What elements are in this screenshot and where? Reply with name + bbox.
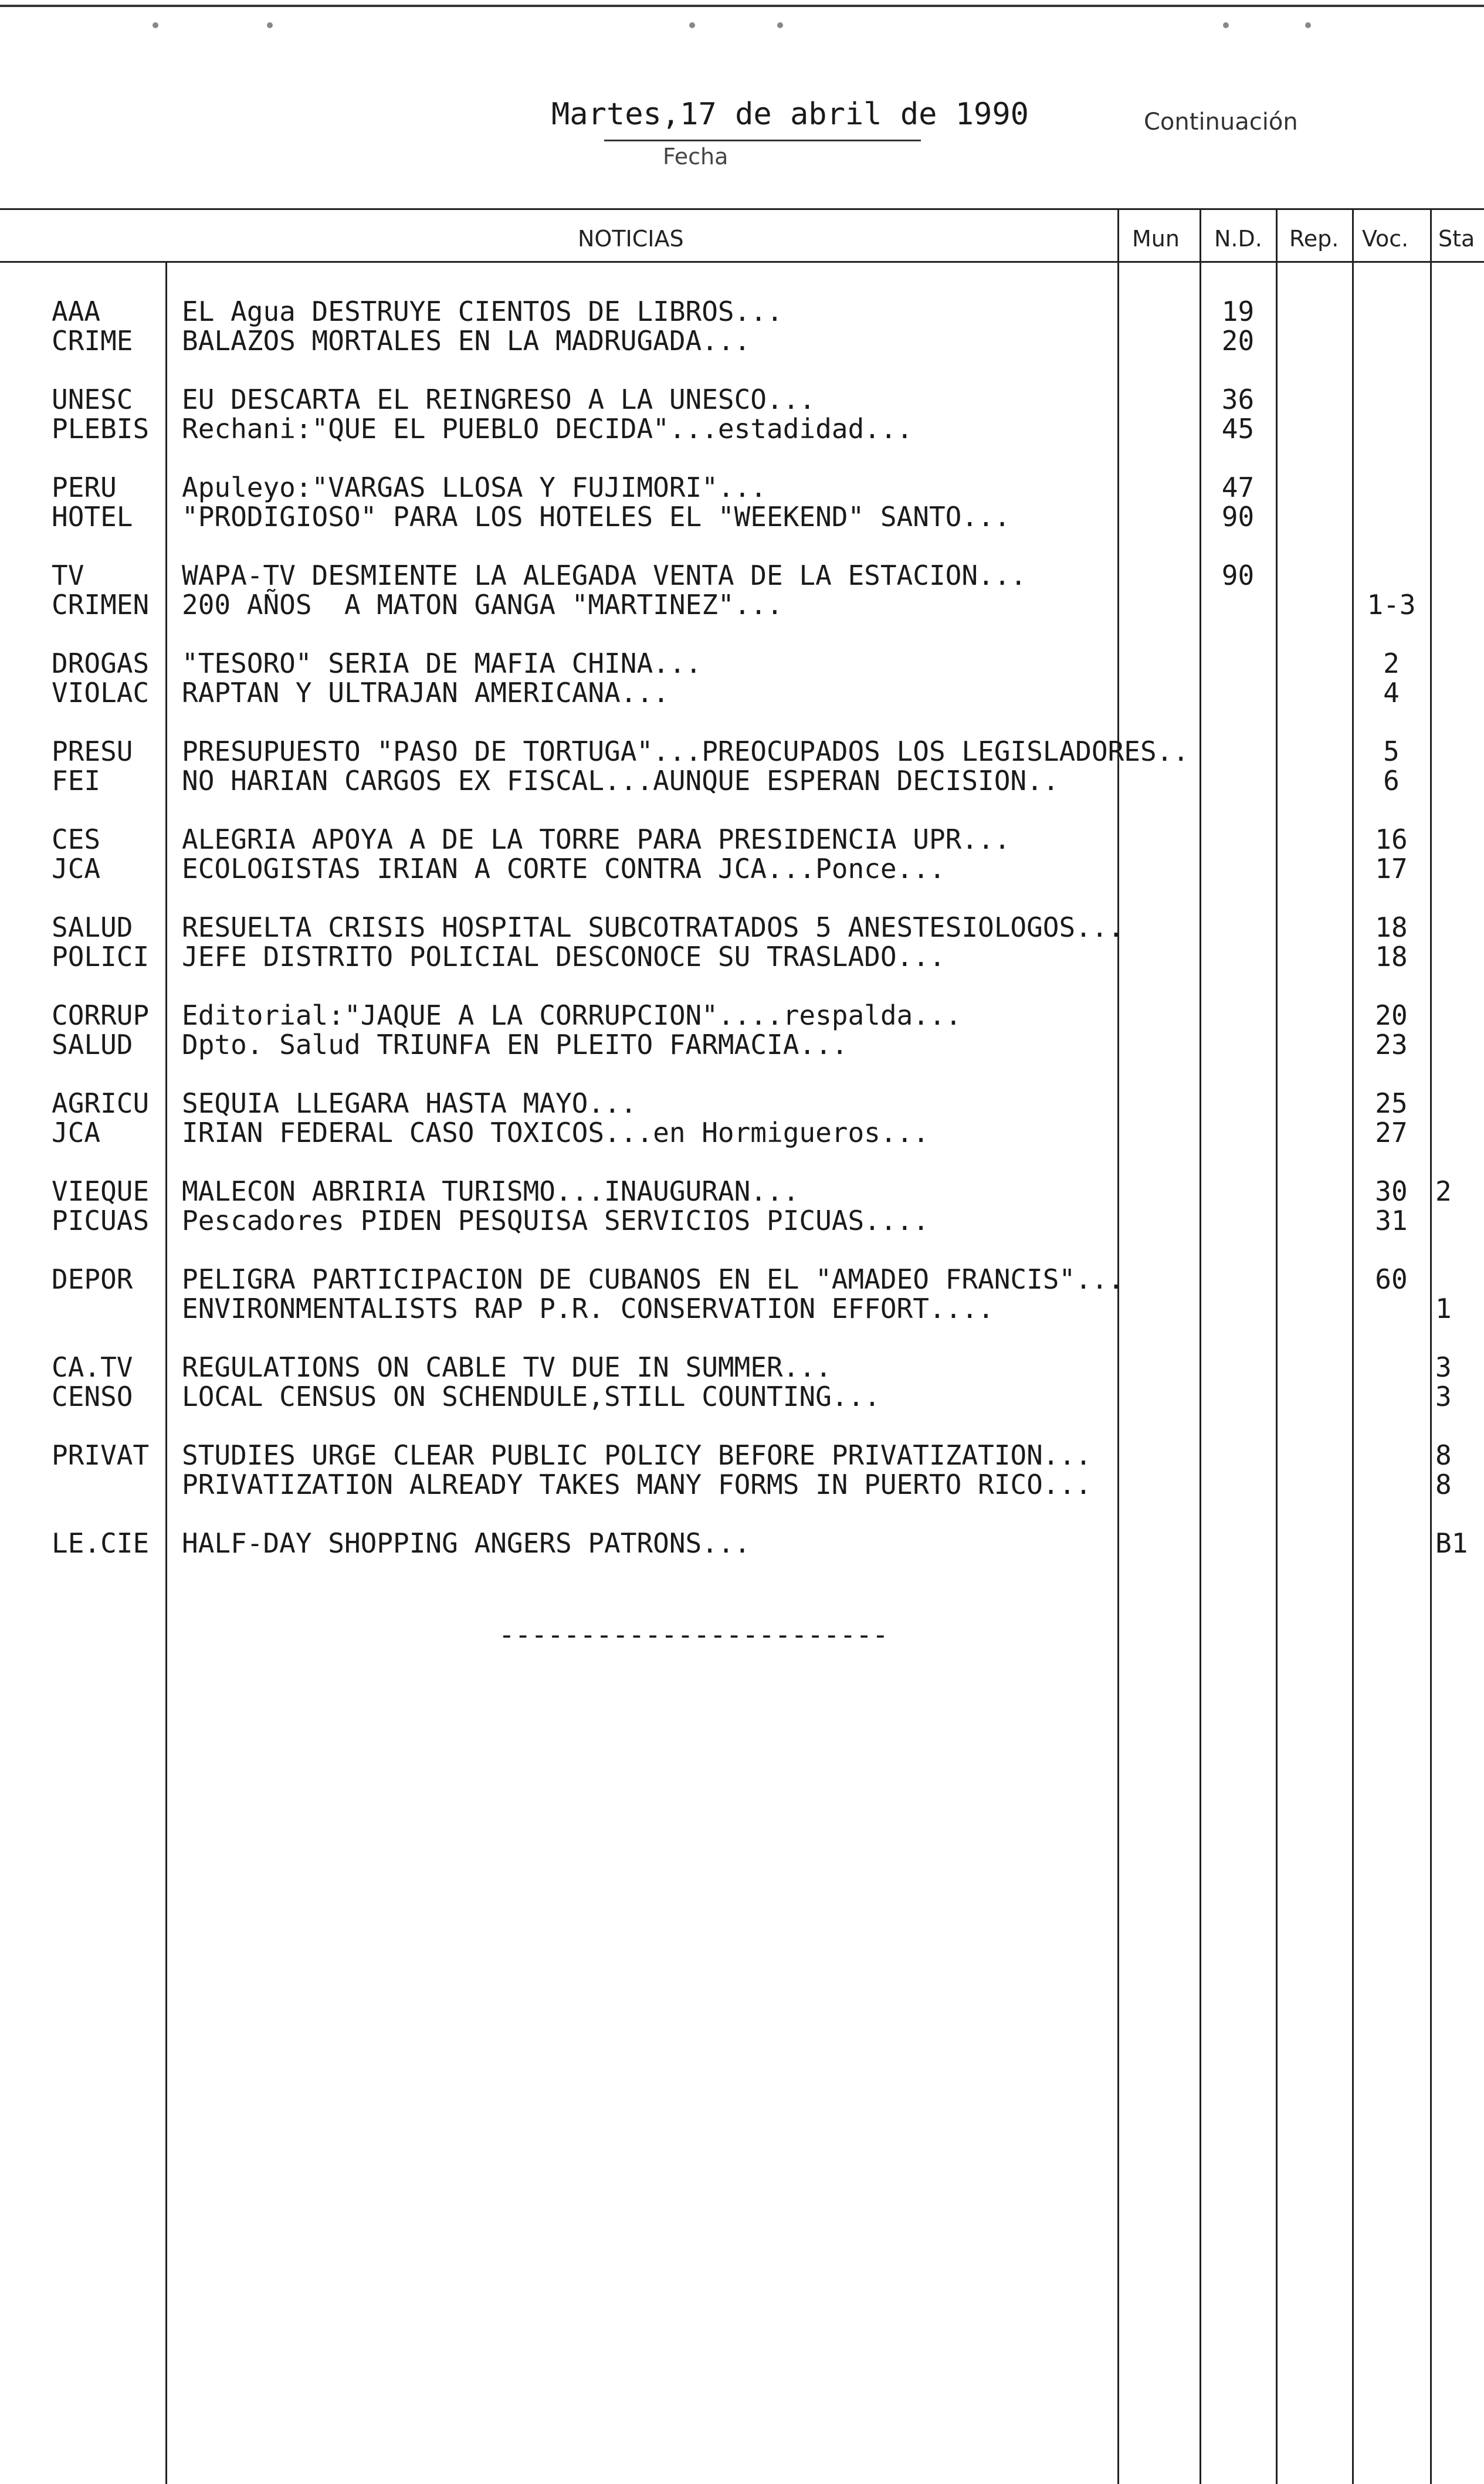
news-section-tag: UNESC [52, 384, 133, 415]
news-section-tag: PERU [52, 472, 117, 503]
nd-page-number: 47 [1221, 472, 1255, 503]
date-label: Fecha [663, 144, 729, 170]
news-section-tag: SALUD [52, 911, 133, 943]
document-date: Martes,17 de abril de 1990 [551, 97, 1029, 132]
news-headline: MALECON ABRIRIA TURISMO...INAUGURAN... [182, 1175, 799, 1207]
news-headline: Pescadores PIDEN PESQUISA SERVICIOS PICUAS.... [182, 1205, 929, 1236]
news-headline: ENVIRONMENTALISTS RAP P.R. CONSERVATION EFFORT.... [182, 1293, 994, 1324]
news-section-tag: CA.TV [52, 1351, 133, 1383]
nd-page-number: 90 [1221, 560, 1255, 591]
column-header-nd: N.D. [1214, 226, 1262, 252]
voc-page-number: 30 [1375, 1175, 1408, 1207]
news-headline: REGULATIONS ON CABLE TV DUE IN SUMMER... [182, 1351, 832, 1383]
news-headline: Rechani:"QUE EL PUEBLO DECIDA"...estadidad... [182, 413, 913, 445]
news-section-tag: PLEBIS [52, 413, 150, 445]
news-headline: SEQUIA LLEGARA HASTA MAYO... [182, 1087, 637, 1119]
news-section-tag: LE.CIE [52, 1527, 150, 1559]
sta-page-number: 8 [1435, 1439, 1452, 1471]
column-header-mun: Mun [1132, 226, 1180, 252]
date-underline [604, 140, 921, 141]
voc-page-number: 6 [1383, 765, 1400, 797]
nd-page-number: 36 [1221, 384, 1255, 415]
news-section-tag: JCA [52, 1117, 101, 1148]
punch-mark [1223, 22, 1229, 28]
sta-page-number: 3 [1435, 1381, 1452, 1412]
voc-page-number: 5 [1383, 736, 1400, 767]
news-headline: "TESORO" SERIA DE MAFIA CHINA... [182, 648, 702, 679]
nd-page-number: 45 [1221, 413, 1255, 445]
sta-page-number: 8 [1435, 1469, 1452, 1500]
punch-mark [153, 22, 158, 28]
voc-page-number: 27 [1375, 1117, 1408, 1148]
news-headline: IRIAN FEDERAL CASO TOXICOS...en Hormigueros... [182, 1117, 929, 1148]
punch-mark [267, 22, 273, 28]
news-section-tag: CORRUP [52, 999, 150, 1031]
news-headline: ECOLOGISTAS IRIAN A CORTE CONTRA JCA...Ponce... [182, 853, 946, 885]
news-headline: PELIGRA PARTICIPACION DE CUBANOS EN EL "AMADEO FRANCIS"... [182, 1263, 1124, 1295]
news-headline: STUDIES URGE CLEAR PUBLIC POLICY BEFORE PRIVATIZATION... [182, 1439, 1092, 1471]
news-headline: PRIVATIZATION ALREADY TAKES MANY FORMS IN PUERTO RICO... [182, 1469, 1092, 1500]
voc-page-number: 18 [1375, 911, 1408, 943]
column-header-noticias: NOTICIAS [578, 226, 684, 252]
nd-page-number: 19 [1221, 296, 1255, 327]
nd-page-number: 20 [1221, 325, 1255, 357]
news-headline: EU DESCARTA EL REINGRESO A LA UNESCO... [182, 384, 816, 415]
punch-mark [1305, 22, 1311, 28]
news-section-tag: HOTEL [52, 501, 133, 533]
news-section-tag: CENSO [52, 1381, 133, 1412]
voc-page-number: 16 [1375, 824, 1408, 855]
voc-page-number: 23 [1375, 1029, 1408, 1060]
news-headline: LOCAL CENSUS ON SCHENDULE,STILL COUNTING... [182, 1381, 880, 1412]
news-headline: PRESUPUESTO "PASO DE TORTUGA"...PREOCUPADOS LOS LEGISLADORES.. [182, 736, 1190, 767]
news-headline: JEFE DISTRITO POLICIAL DESCONOCE SU TRASLADO... [182, 941, 946, 972]
voc-page-number: 25 [1375, 1087, 1408, 1119]
sta-page-number: B1 [1435, 1527, 1468, 1559]
news-headline: EL Agua DESTRUYE CIENTOS DE LIBROS... [182, 296, 783, 327]
news-section-tag: VIEQUE [52, 1175, 150, 1207]
news-section-tag: FEI [52, 765, 101, 797]
sta-page-number: 1 [1435, 1293, 1452, 1324]
voc-page-number: 18 [1375, 941, 1408, 972]
continuation-label: Continuación [1144, 109, 1298, 135]
news-headline: BALAZOS MORTALES EN LA MADRUGADA... [182, 325, 751, 357]
news-headline: Dpto. Salud TRIUNFA EN PLEITO FARMACIA... [182, 1029, 848, 1060]
nd-page-number: 90 [1221, 501, 1255, 533]
news-section-tag: SALUD [52, 1029, 133, 1060]
column-header-voc: Voc. [1362, 226, 1409, 252]
news-headline: "PRODIGIOSO" PARA LOS HOTELES EL "WEEKEND" SANTO... [182, 501, 1011, 533]
news-headline: ALEGRIA APOYA A DE LA TORRE PARA PRESIDENCIA UPR... [182, 824, 1011, 855]
news-headline: Apuleyo:"VARGAS LLOSA Y FUJIMORI"... [182, 472, 767, 503]
news-section-tag: DROGAS [52, 648, 150, 679]
news-section-tag: JCA [52, 853, 101, 885]
news-section-tag: PRESU [52, 736, 133, 767]
column-header-rep: Rep. [1289, 226, 1339, 252]
voc-page-number: 4 [1383, 677, 1400, 709]
news-headline: RAPTAN Y ULTRAJAN AMERICANA... [182, 677, 669, 709]
news-headline: NO HARIAN CARGOS EX FISCAL...AUNQUE ESPERAN DECISION.. [182, 765, 1059, 797]
news-section-tag: PICUAS [52, 1205, 150, 1236]
news-section-tag: CES [52, 824, 101, 855]
column-divider-nd [1200, 208, 1201, 2484]
news-section-tag: PRIVAT [52, 1439, 150, 1471]
news-headline: RESUELTA CRISIS HOSPITAL SUBCOTRATADOS 5 ANESTESIOLOGOS... [182, 911, 1124, 943]
voc-page-number: 17 [1375, 853, 1408, 885]
news-section-tag: CRIMEN [52, 589, 150, 621]
news-section-tag: VIOLAC [52, 677, 150, 709]
column-divider-mun [1117, 208, 1119, 2484]
table-top-border [0, 208, 1484, 210]
news-section-tag: TV [52, 560, 84, 591]
news-headline: WAPA-TV DESMIENTE LA ALEGADA VENTA DE LA ESTACION... [182, 560, 1027, 591]
punch-mark [689, 22, 695, 28]
news-section-tag: AAA [52, 296, 101, 327]
sta-page-number: 2 [1435, 1175, 1452, 1207]
column-divider-voc [1352, 208, 1354, 2484]
news-section-tag: AGRICU [52, 1087, 150, 1119]
top-border-line [0, 5, 1484, 7]
table-header-border [0, 261, 1484, 263]
column-header-sta: Sta [1438, 226, 1475, 252]
sta-page-number: 3 [1435, 1351, 1452, 1383]
column-divider-sta [1430, 208, 1432, 2484]
end-separator: ------------------------ [499, 1619, 889, 1651]
column-divider-tag [165, 261, 167, 2484]
voc-page-number: 1-3 [1367, 589, 1416, 621]
news-headline: HALF-DAY SHOPPING ANGERS PATRONS... [182, 1527, 751, 1559]
voc-page-number: 2 [1383, 648, 1400, 679]
voc-page-number: 20 [1375, 999, 1408, 1031]
news-headline: 200 AÑOS A MATON GANGA "MARTINEZ"... [182, 589, 783, 621]
voc-page-number: 60 [1375, 1263, 1408, 1295]
news-section-tag: POLICI [52, 941, 150, 972]
column-divider-rep [1276, 208, 1278, 2484]
punch-mark [777, 22, 783, 28]
voc-page-number: 31 [1375, 1205, 1408, 1236]
news-section-tag: CRIME [52, 325, 133, 357]
news-headline: Editorial:"JAQUE A LA CORRUPCION"....respalda... [182, 999, 962, 1031]
news-section-tag: DEPOR [52, 1263, 133, 1295]
